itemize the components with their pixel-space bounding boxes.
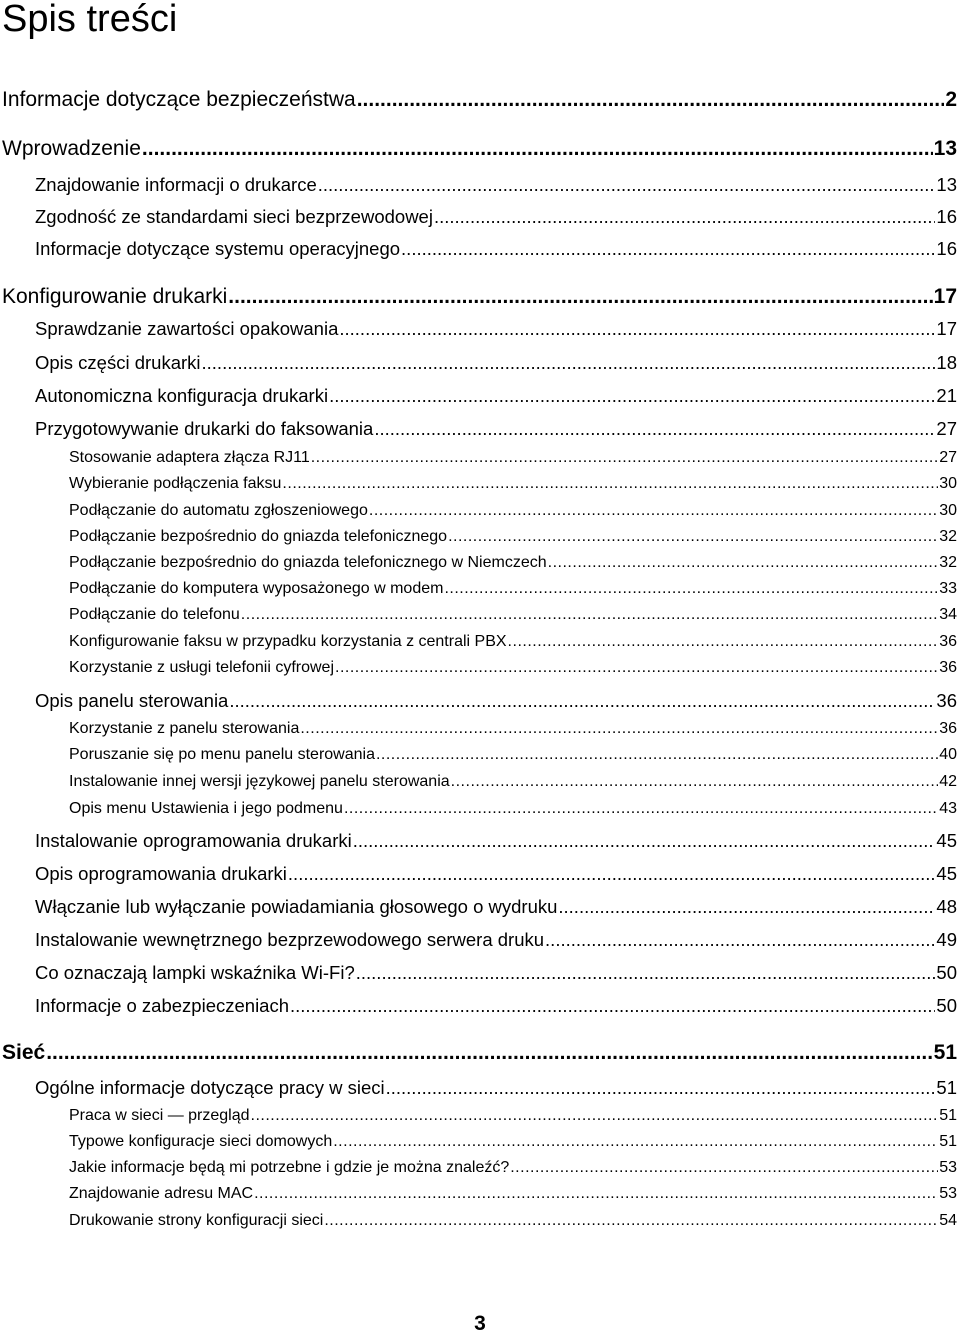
leader-dots — [386, 1077, 936, 1099]
leader-dots — [558, 896, 935, 918]
leader-dots — [510, 1159, 938, 1177]
leader-dots — [282, 475, 938, 493]
toc-entry-label: Jakie informacje będą mi potrzebne i gdzie je można znaleźć? — [69, 1159, 510, 1176]
leader-dots — [142, 137, 933, 161]
toc-entry[interactable] — [69, 554, 957, 572]
toc-entry-label: Konfigurowanie drukarki — [2, 285, 228, 308]
leader-dots — [324, 1212, 938, 1230]
toc-entry[interactable] — [35, 206, 957, 228]
leader-dots — [374, 418, 935, 440]
leader-dots — [311, 449, 938, 467]
toc-entry-page: 40 — [939, 746, 957, 763]
toc-entry[interactable] — [69, 1107, 957, 1125]
toc-entry[interactable] — [35, 929, 957, 951]
toc-entry[interactable] — [69, 1133, 957, 1151]
toc-entry[interactable] — [69, 1159, 957, 1177]
toc-entry-label: Informacje dotyczące systemu operacyjnego — [35, 238, 401, 259]
toc-entry-page: 54 — [939, 1212, 957, 1229]
toc-entry[interactable] — [69, 502, 957, 520]
leader-dots — [508, 633, 939, 651]
toc-entry-label: Podłączanie bezpośrednio do gniazda telefonicznego w Niemczech — [69, 554, 547, 571]
toc-entry[interactable] — [35, 418, 957, 440]
toc-entry[interactable] — [35, 238, 957, 260]
toc-entry-page: 32 — [939, 554, 957, 571]
toc-entry[interactable] — [35, 318, 957, 340]
toc-entry-label: Poruszanie się po menu panelu sterowania — [69, 746, 375, 763]
toc-entry-page: 53 — [939, 1159, 957, 1176]
toc-entry-page: 50 — [936, 995, 957, 1016]
toc-entry-label: Autonomiczna konfiguracja drukarki — [35, 385, 329, 406]
toc-entry-label: Typowe konfiguracje sieci domowych — [69, 1133, 333, 1150]
toc-entry-label: Znajdowanie adresu MAC — [69, 1185, 254, 1202]
toc-entry-label: Podłączanie bezpośrednio do gniazda telefonicznego — [69, 528, 448, 545]
toc-entry[interactable] — [69, 1212, 957, 1230]
toc-entry-label: Drukowanie strony konfiguracji sieci — [69, 1212, 324, 1229]
toc-entry[interactable] — [35, 690, 957, 712]
leader-dots — [548, 554, 939, 572]
toc-entry-page: 50 — [936, 962, 957, 983]
toc-entry[interactable] — [35, 830, 957, 852]
leader-dots — [202, 352, 936, 374]
leader-dots — [444, 580, 938, 598]
toc-entry[interactable] — [69, 633, 957, 651]
toc-entry[interactable] — [69, 606, 957, 624]
toc-entry[interactable] — [35, 1077, 957, 1099]
toc-entry[interactable] — [69, 746, 957, 764]
toc-entry-page: 16 — [936, 206, 957, 227]
toc-entry[interactable] — [35, 863, 957, 885]
toc-entry-page: 13 — [936, 174, 957, 195]
leader-dots — [376, 746, 938, 764]
leader-dots — [46, 1041, 932, 1065]
leader-dots — [300, 720, 938, 738]
leader-dots — [545, 929, 935, 951]
toc-entry-page: 30 — [939, 502, 957, 519]
toc-entry-page: 51 — [939, 1107, 957, 1124]
toc-entry-label: Opis panelu sterowania — [35, 690, 229, 711]
toc-entry[interactable] — [69, 720, 957, 738]
leader-dots — [335, 659, 938, 677]
toc-entry[interactable] — [69, 800, 957, 818]
leader-dots — [344, 800, 938, 818]
leader-dots — [339, 318, 935, 340]
leader-dots — [369, 502, 938, 520]
toc-entry-page: 34 — [939, 606, 957, 623]
toc-entry[interactable] — [35, 385, 957, 407]
toc-entry-label: Sieć — [2, 1041, 46, 1064]
toc-entry-label: Podłączanie do automatu zgłoszeniowego — [69, 502, 368, 519]
toc-entry-page: 51 — [939, 1133, 957, 1150]
toc-entry-page: 33 — [939, 580, 957, 597]
toc-entry-label: Instalowanie oprogramowania drukarki — [35, 830, 352, 851]
toc-entry-label: Zgodność ze standardami sieci bezprzewodowej — [35, 206, 433, 227]
toc-entry[interactable] — [2, 1041, 957, 1065]
toc-entry-label: Sprawdzanie zawartości opakowania — [35, 318, 339, 339]
toc-entry-label: Konfigurowanie faksu w przypadku korzystania z centrali PBX — [69, 633, 507, 650]
toc-entry-page: 2 — [945, 88, 957, 111]
toc-entry-page: 36 — [936, 690, 957, 711]
page-title: Spis treści — [2, 0, 178, 40]
toc-entry[interactable] — [69, 659, 957, 677]
toc-entry[interactable] — [35, 962, 957, 984]
toc-entry-page: 36 — [939, 659, 957, 676]
toc-entry[interactable] — [69, 449, 957, 467]
leader-dots — [401, 238, 935, 260]
toc-entry-page: 36 — [939, 720, 957, 737]
toc-entry[interactable] — [35, 995, 957, 1017]
leader-dots — [451, 773, 939, 791]
toc-entry-label: Praca w sieci — przegląd — [69, 1107, 250, 1124]
toc-entry-page: 43 — [939, 800, 957, 817]
toc-entry-page: 36 — [939, 633, 957, 650]
leader-dots — [254, 1185, 938, 1203]
leader-dots — [288, 863, 936, 885]
toc-entry-label: Korzystanie z usługi telefonii cyfrowej — [69, 659, 335, 676]
toc-entry-label: Instalowanie wewnętrznego bezprzewodowego serwera druku — [35, 929, 545, 950]
toc-entry[interactable] — [2, 88, 957, 112]
toc-entry-label: Opis części drukarki — [35, 352, 201, 373]
leader-dots — [318, 174, 936, 196]
toc-entry-page: 51 — [933, 1041, 957, 1064]
toc-entry-page: 49 — [936, 929, 957, 950]
toc-entry[interactable] — [2, 137, 957, 161]
leader-dots — [448, 528, 938, 546]
toc-entry-page: 51 — [936, 1077, 957, 1098]
toc-entry-page: 16 — [936, 238, 957, 259]
toc-entry-page: 48 — [936, 896, 957, 917]
leader-dots — [356, 962, 936, 984]
toc-entry-label: Korzystanie z panelu sterowania — [69, 720, 300, 737]
toc-entry-page: 42 — [939, 773, 957, 790]
leader-dots — [333, 1133, 938, 1151]
toc-entry[interactable] — [69, 475, 957, 493]
leader-dots — [434, 206, 935, 228]
toc-entry-page: 27 — [939, 449, 957, 466]
leader-dots — [251, 1107, 939, 1125]
toc-entry-page: 21 — [936, 385, 957, 406]
toc-entry[interactable] — [69, 1185, 957, 1203]
leader-dots — [228, 285, 932, 309]
toc-entry-page: 45 — [936, 830, 957, 851]
toc-entry-page: 17 — [936, 318, 957, 339]
page-number: 3 — [474, 1312, 486, 1335]
toc-entry[interactable] — [69, 580, 957, 598]
toc-entry[interactable] — [35, 896, 957, 918]
toc-entry-label: Znajdowanie informacji o drukarce — [35, 174, 317, 195]
toc-entry-label: Podłączanie do telefonu — [69, 606, 240, 623]
toc-entry-page: 18 — [936, 352, 957, 373]
toc-entry-label: Wybieranie podłączenia faksu — [69, 475, 282, 492]
toc-entry-page: 53 — [939, 1185, 957, 1202]
toc-entry-label: Opis menu Ustawienia i jego podmenu — [69, 800, 343, 817]
toc-entry-page: 30 — [939, 475, 957, 492]
toc-entry-label: Podłączanie do komputera wyposażonego w modem — [69, 580, 444, 597]
toc-entry-label: Stosowanie adaptera złącza RJ11 — [69, 449, 310, 466]
toc-entry-label: Instalowanie innej wersji językowej panelu sterowania — [69, 773, 450, 790]
toc-entry-label: Informacje o zabezpieczeniach — [35, 995, 290, 1016]
leader-dots — [229, 690, 935, 712]
toc-entry-label: Ogólne informacje dotyczące pracy w sieci — [35, 1077, 385, 1098]
toc-entry-page: 27 — [936, 418, 957, 439]
toc-entry-label: Informacje dotyczące bezpieczeństwa — [2, 88, 356, 111]
toc-entry-page: 17 — [933, 285, 957, 308]
toc-entry[interactable] — [69, 773, 957, 791]
toc-entry-label: Przygotowywanie drukarki do faksowania — [35, 418, 374, 439]
leader-dots — [353, 830, 936, 852]
toc-entry-label: Co oznaczają lampki wskaźnika Wi-Fi? — [35, 962, 355, 983]
toc-entry[interactable] — [69, 528, 957, 546]
toc-entry[interactable] — [35, 352, 957, 374]
toc-entry-label: Włączanie lub wyłączanie powiadamiania głosowego o wydruku — [35, 896, 558, 917]
leader-dots — [329, 385, 935, 407]
toc-entry[interactable] — [2, 285, 957, 309]
toc-entry-page: 32 — [939, 528, 957, 545]
leader-dots — [290, 995, 935, 1017]
toc-entry-page: 13 — [933, 137, 957, 160]
leader-dots — [241, 606, 938, 624]
toc-entry-label: Wprowadzenie — [2, 137, 141, 160]
toc-entry[interactable] — [35, 174, 957, 196]
toc-entry-label: Opis oprogramowania drukarki — [35, 863, 287, 884]
leader-dots — [357, 88, 945, 112]
toc-entry-page: 45 — [936, 863, 957, 884]
